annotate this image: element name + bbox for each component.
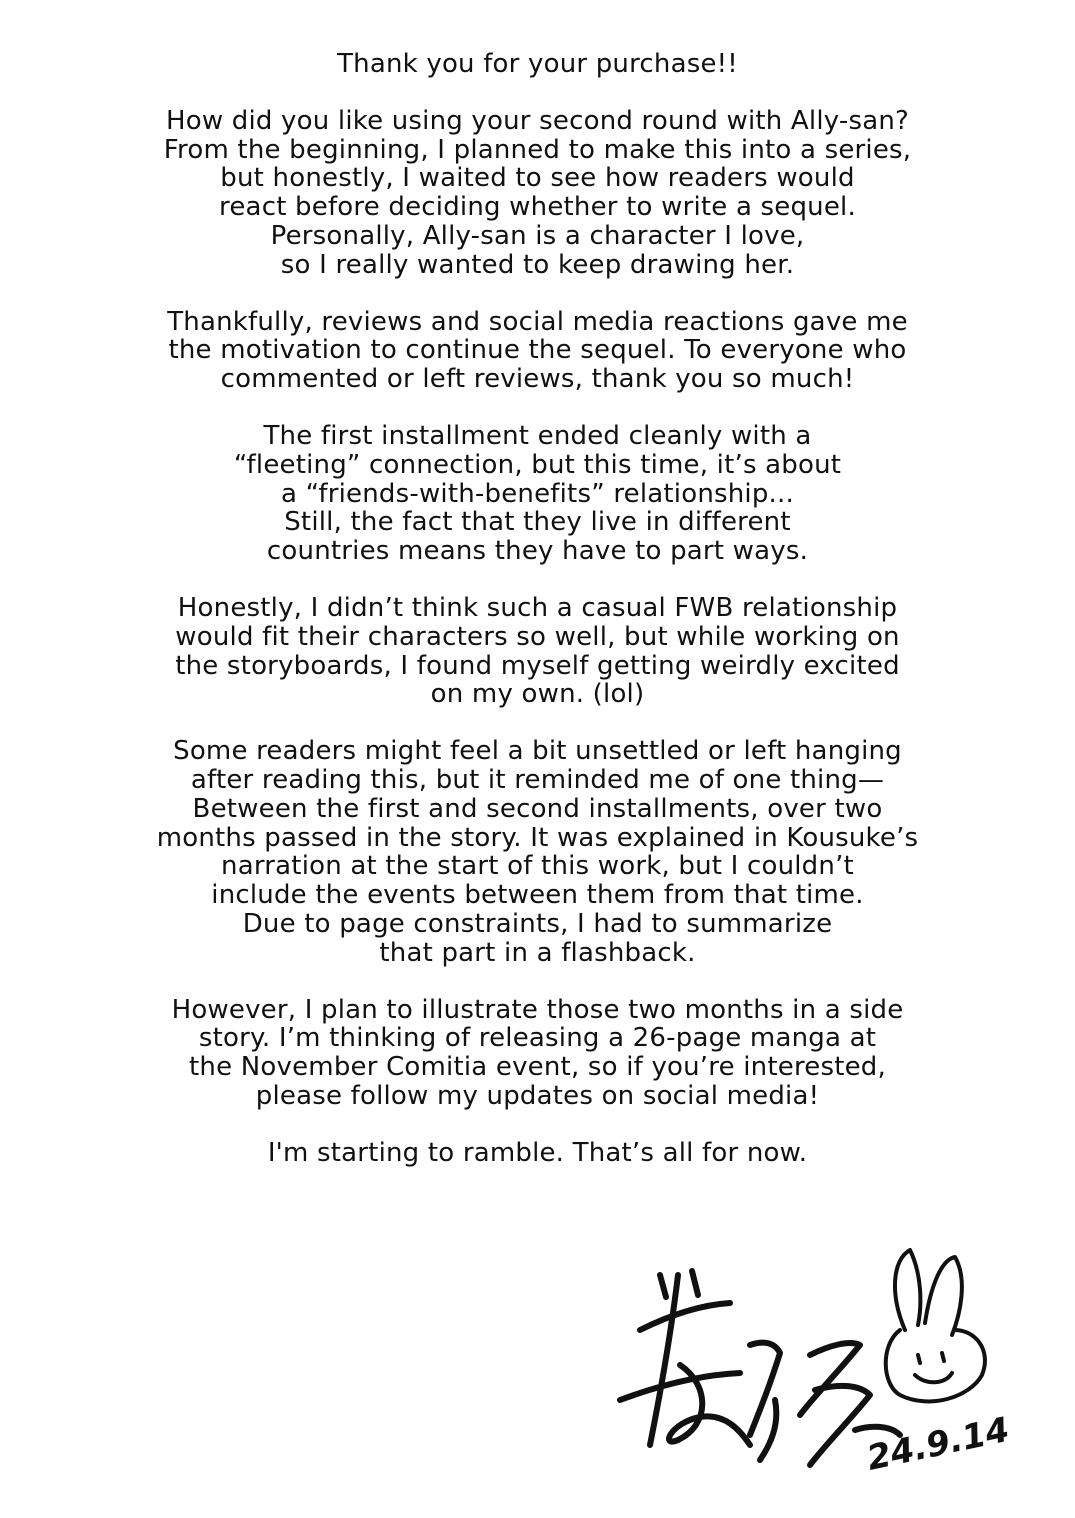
letter-paragraph xyxy=(0,594,1075,709)
letter-line: Still, the fact that they live in different xyxy=(284,507,791,538)
letter-line: Due to page constraints, I had to summarize xyxy=(242,908,833,939)
letter-paragraph xyxy=(0,422,1075,566)
signature-date: 24.9.14 xyxy=(863,1409,1013,1479)
letter-line: commented or left reviews, thank you so much! xyxy=(220,364,855,395)
letter-body xyxy=(0,50,1075,1196)
letter-line: How did you like using your second round with Ally-san? xyxy=(165,105,910,136)
letter-line: Personally, Ally-san is a character I love, xyxy=(270,220,805,251)
letter-paragraph xyxy=(0,737,1075,967)
letter-line: “fleeting” connection, but this time, it’s about xyxy=(233,449,842,480)
letter-paragraph xyxy=(0,107,1075,280)
letter-line: Honestly, I didn’t think such a casual FWB relationship xyxy=(177,592,898,623)
letter-line: I'm starting to ramble. That’s all for now. xyxy=(267,1137,808,1168)
letter-line: The first installment ended cleanly with a xyxy=(263,420,812,451)
letter-line: would fit their characters so well, but while working on xyxy=(175,621,900,652)
letter-line: react before deciding whether to write a sequel. xyxy=(219,192,856,223)
letter-line: Thankfully, reviews and social media reactions gave me xyxy=(167,306,908,337)
letter-line: the November Comitia event, so if you’re interested, xyxy=(189,1052,886,1083)
letter-line: Between the first and second installments, over two xyxy=(192,793,883,824)
letter-paragraph xyxy=(0,308,1075,394)
letter-paragraph xyxy=(0,50,1075,79)
letter-line: countries means they have to part ways. xyxy=(266,536,809,567)
letter-line: after reading this, but it reminded me of one thing— xyxy=(190,764,885,795)
letter-line: narration at the start of this work, but I couldn’t xyxy=(221,851,854,882)
letter-line: story. I’m thinking of releasing a 26-page manga at xyxy=(198,1023,877,1054)
letter-line: but honestly, I waited to see how readers would xyxy=(220,163,855,194)
handwritten-signature xyxy=(620,1271,900,1465)
letter-line: that part in a flashback. xyxy=(379,937,696,968)
letter-line: From the beginning, I planned to make this into a series, xyxy=(163,134,912,165)
letter-paragraph xyxy=(0,996,1075,1111)
letter-line: on my own. (lol) xyxy=(430,679,645,710)
bunny-doodle-icon xyxy=(886,1250,985,1401)
letter-line: so I really wanted to keep drawing her. xyxy=(280,249,795,280)
letter-line: include the events between them from that time. xyxy=(211,880,864,911)
author-signature xyxy=(600,1235,1040,1495)
letter-line: the storyboards, I found myself getting weirdly excited xyxy=(175,650,900,681)
letter-line: However, I plan to illustrate those two months in a side xyxy=(171,994,904,1025)
letter-line: the motivation to continue the sequel. To everyone who xyxy=(168,335,907,366)
letter-line: a “friends-with-benefits” relationship... xyxy=(281,478,794,509)
letter-line: months passed in the story. It was explained in Kousuke’s xyxy=(156,822,919,853)
letter-paragraph xyxy=(0,1139,1075,1168)
letter-line: Some readers might feel a bit unsettled or left hanging xyxy=(173,736,902,767)
letter-line: Thank you for your purchase!! xyxy=(337,49,738,79)
letter-line: please follow my updates on social media! xyxy=(255,1080,820,1111)
